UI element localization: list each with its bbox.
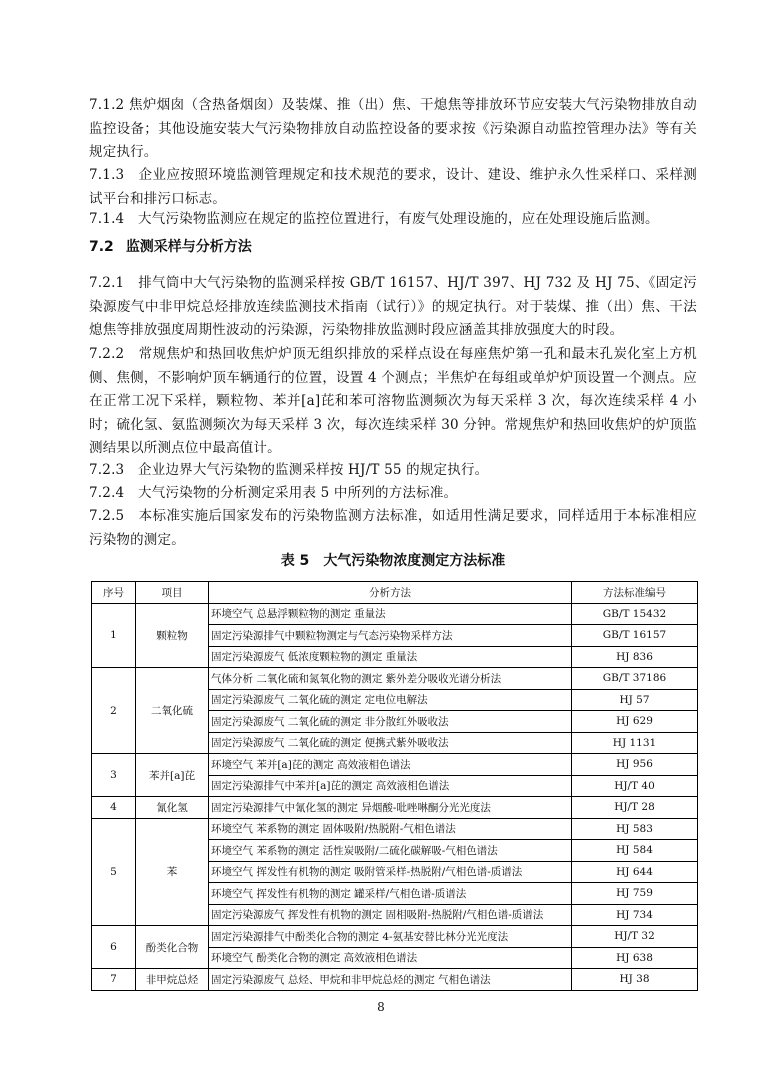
table-row	[92, 754, 698, 776]
cell-analysis-method: 环境空气 苯系物的测定 活性炭吸附/二硫化碳解吸-气相色谱法	[209, 840, 572, 862]
cell-analysis-method: 固定污染源废气 低浓度颗粒物的测定 重量法	[209, 646, 572, 668]
cell-pollutant-item: 苯	[136, 818, 209, 926]
cell-analysis-method: 环境空气 苯并[a]芘的测定 高效液相色谱法	[209, 754, 572, 776]
page-number: 8	[377, 1000, 385, 1014]
cell-serial-no: 2	[92, 668, 136, 754]
cell-analysis-method: 环境空气 苯系物的测定 固体吸附/热脱附-气相色谱法	[209, 818, 572, 840]
table-caption-number: 表 5	[280, 553, 310, 569]
cell-analysis-method: 固定污染源废气 二氧化硫的测定 便携式紫外吸收法	[209, 732, 572, 754]
cell-standard-code: HJ 759	[572, 883, 698, 905]
cell-standard-code: GB/T 15432	[572, 603, 698, 625]
cell-analysis-method: 环境空气 总悬浮颗粒物的测定 重量法	[209, 603, 572, 625]
section-number: 7.2	[89, 239, 114, 255]
paragraph-7-2-3: 7.2.3 企业边界大气污染物的监测采样按 HJ/T 55 的规定执行。	[89, 462, 489, 478]
cell-pollutant-item: 氰化氢	[136, 797, 209, 819]
cell-serial-no: 5	[92, 818, 136, 926]
header-code: 方法标准编号	[572, 582, 698, 604]
cell-serial-no: 1	[92, 603, 136, 668]
cell-analysis-method: 气体分析 二氧化硫和氮氧化物的测定 紫外差分吸收光谱分析法	[209, 668, 572, 690]
cell-analysis-method: 环境空气 挥发性有机物的测定 罐采样/气相色谱-质谱法	[209, 883, 572, 905]
cell-standard-code: HJ 629	[572, 711, 698, 733]
cell-standard-code: HJ/T 40	[572, 775, 698, 797]
cell-standard-code: HJ/T 28	[572, 797, 698, 819]
cell-serial-no: 4	[92, 797, 136, 819]
table-row	[92, 969, 698, 991]
cell-pollutant-item: 苯并[a]芘	[136, 754, 209, 797]
cell-analysis-method: 固定污染源废气 二氧化硫的测定 非分散红外吸收法	[209, 711, 572, 733]
table-caption-title: 大气污染物浓度测定方法标准	[323, 553, 506, 569]
cell-analysis-method: 固定污染源废气 总烃、甲烷和非甲烷总烃的测定 气相色谱法	[209, 969, 572, 991]
table-row	[92, 818, 698, 840]
cell-standard-code: HJ 644	[572, 861, 698, 883]
cell-analysis-method: 固定污染源排气中酚类化合物的测定 4-氨基安替比林分光光度法	[209, 926, 572, 948]
paragraph-7-2-5: 7.2.5 本标准实施后国家发布的污染物监测方法标准，如适用性满足要求，同样适用于本标准相应污染物的测定。	[89, 508, 697, 548]
cell-standard-code: GB/T 37186	[572, 668, 698, 690]
cell-standard-code: GB/T 16157	[572, 625, 698, 647]
cell-standard-code: HJ 1131	[572, 732, 698, 754]
cell-standard-code: HJ 638	[572, 947, 698, 969]
header-no: 序号	[92, 582, 136, 604]
paragraph-7-2-1: 7.2.1 排气筒中大气污染物的监测采样按 GB/T 16157、HJ/T 397、HJ 732 及 HJ 75、《固定污染源废气中非甲烷总烃排放连续监测技术指南（试行）》的规定执行。对于装煤、推（出）焦、干法熄焦等排放强度周期性波动的污染源，污染物排放监测时段应涵盖其排放强度大的时段。	[89, 275, 697, 338]
cell-serial-no: 7	[92, 969, 136, 991]
table-body	[92, 603, 698, 990]
paragraph-7-1-2: 7.1.2 焦炉烟囱（含热备烟囱）及装煤、推（出）焦、干熄焦等排放环节应安装大气污染物排放自动监控设备；其他设施安装大气污染物排放自动监控设备的要求按《污染源自动监控管理办法》等有关规定执行。	[89, 97, 697, 160]
cell-standard-code: HJ 584	[572, 840, 698, 862]
table-row	[92, 926, 698, 948]
cell-standard-code: HJ 956	[572, 754, 698, 776]
cell-analysis-method: 固定污染源排气中氰化氢的测定 异烟酸-吡唑啉酮分光光度法	[209, 797, 572, 819]
cell-analysis-method: 固定污染源排气中颗粒物测定与气态污染物采样方法	[209, 625, 572, 647]
cell-pollutant-item: 颗粒物	[136, 603, 209, 668]
cell-serial-no: 6	[92, 926, 136, 969]
table-row	[92, 797, 698, 819]
cell-analysis-method: 固定污染源排气中苯并[a]芘的测定 高效液相色谱法	[209, 775, 572, 797]
table-caption	[89, 550, 697, 570]
section-title: 监测采样与分析方法	[125, 239, 252, 255]
cell-standard-code: HJ 583	[572, 818, 698, 840]
cell-analysis-method: 固定污染源废气 挥发性有机物的测定 固相吸附-热脱附/气相色谱-质谱法	[209, 904, 572, 926]
table-header-row	[92, 582, 698, 604]
header-method: 分析方法	[209, 582, 572, 604]
cell-pollutant-item: 酚类化合物	[136, 926, 209, 969]
cell-standard-code: HJ 38	[572, 969, 698, 991]
table-row	[92, 603, 698, 625]
cell-analysis-method: 环境空气 酚类化合物的测定 高效液相色谱法	[209, 947, 572, 969]
paragraph-7-1-3: 7.1.3 企业应按照环境监测管理规定和技术规范的要求，设计、建设、维护永久性采样口、采样测试平台和排污口标志。	[89, 167, 697, 207]
table-row	[92, 668, 698, 690]
cell-standard-code: HJ 734	[572, 904, 698, 926]
cell-analysis-method: 固定污染源废气 二氧化硫的测定 定电位电解法	[209, 689, 572, 711]
cell-pollutant-item: 二氧化硫	[136, 668, 209, 754]
cell-standard-code: HJ/T 32	[572, 926, 698, 948]
paragraph-7-2-2: 7.2.2 常规焦炉和热回收焦炉炉顶无组织排放的采样点设在每座焦炉第一孔和最末孔炭化室上方机侧、焦侧，不影响炉顶车辆通行的位置，设置 4 个测点；半焦炉在每组或单炉炉顶设置一个测点。应在正常工况下采样，颗粒物、苯并[a]芘和苯可溶物监测频次为每天采样 3 次，每次连续采样 4 小时；硫化氢、氨监测频次为每天采样 3 次，每次连续采样 30 分钟。常规焦炉和热回收焦炉的炉顶监测结果以所测点位中最高值计。	[89, 346, 697, 456]
paragraph-7-2-4: 7.2.4 大气污染物的分析测定采用表 5 中所列的方法标准。	[89, 485, 458, 501]
section-heading	[89, 236, 252, 259]
header-item: 项目	[136, 582, 209, 604]
paragraph-7-1-4: 7.1.4 大气污染物监测应在规定的监控位置进行，有废气处理设施的，应在处理设施后监测。	[89, 211, 659, 227]
cell-analysis-method: 环境空气 挥发性有机物的测定 吸附管采样-热脱附/气相色谱-质谱法	[209, 861, 572, 883]
cell-standard-code: HJ 57	[572, 689, 698, 711]
method-standards-table	[91, 581, 698, 991]
cell-pollutant-item: 非甲烷总烃	[136, 969, 209, 991]
cell-serial-no: 3	[92, 754, 136, 797]
cell-standard-code: HJ 836	[572, 646, 698, 668]
